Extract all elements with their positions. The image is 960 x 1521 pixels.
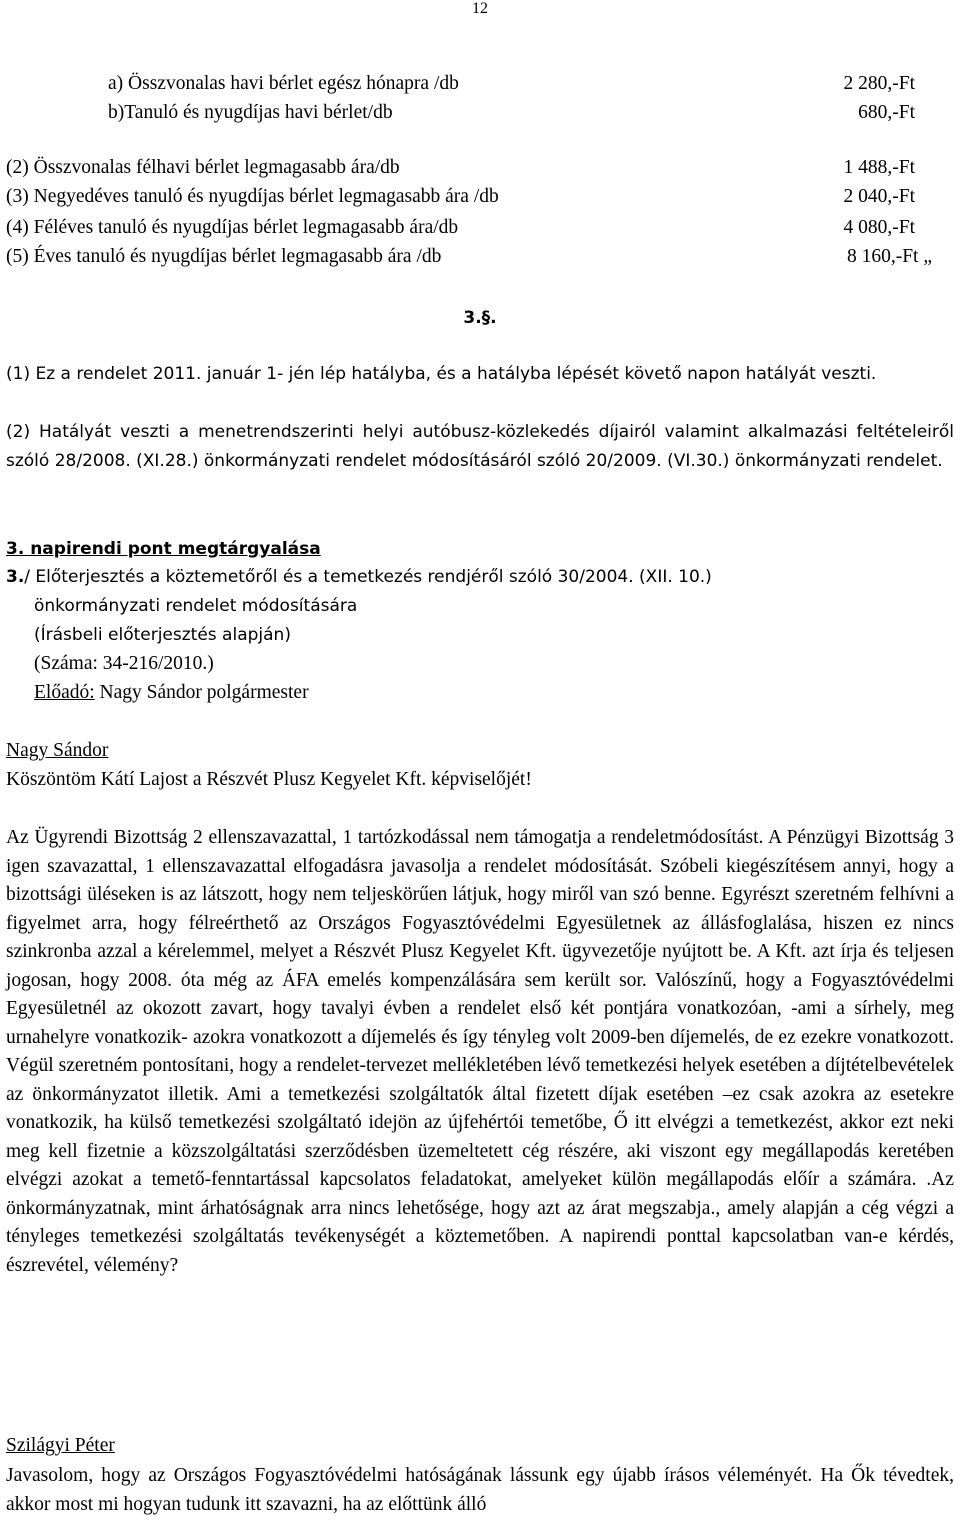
fare-price: 680,-Ft — [858, 102, 915, 123]
paragraph-effective-date: (1) Ez a rendelet 2011. január 1- jén lép hatályba, és a hatályba lépését követő napon hatályát veszti. — [6, 364, 877, 384]
agenda-heading: 3. napirendi pont megtárgyalása — [6, 539, 321, 559]
fare-row — [0, 154, 960, 182]
speaker-statement: Javasolom, hogy az Országos Fogyasztóvédelmi hatóságának lássunk egy újabb írásos véleményét. Ha Ők tévedtek, akkor most mi hogyan tudunk itt szavazni, ha az előttünk álló — [6, 1465, 954, 1515]
speaker-name: Nagy Sándor — [6, 740, 109, 761]
agenda-title: / Előterjesztés a köztemetőről és a temetkezés rendjéről szóló 30/2004. (XII. 10.) — [24, 567, 712, 587]
presenter-label: Előadó: — [34, 682, 95, 703]
fare-price: 8 160,-Ft „ — [846, 246, 932, 267]
fare-label: b)Tanuló és nyugdíjas havi bérlet/db — [108, 102, 393, 123]
fare-label: (3) Negyedéves tanuló és nyugdíjas bérlet legmagasabb ára /db — [6, 186, 499, 207]
fare-label: (4) Féléves tanuló és nyugdíjas bérlet legmagasabb ára/db — [6, 217, 459, 238]
fare-price: 1 488,-Ft — [843, 157, 915, 178]
presenter-name: Nagy Sándor polgármester — [94, 682, 309, 703]
fare-price: 2 280,-Ft — [843, 73, 915, 94]
fare-label: (2) Összvonalas félhavi bérlet legmagasabb ára/db — [6, 157, 400, 178]
fare-row — [0, 214, 960, 242]
agenda-note: (Írásbeli előterjesztés alapján) — [34, 625, 291, 645]
agenda-presenter — [34, 679, 309, 707]
fare-price: 4 080,-Ft — [843, 217, 915, 238]
agenda-title-line: önkormányzati rendelet módosítására — [34, 596, 358, 616]
speaker-statement: Az Ügyrendi Bizottság 2 ellenszavazattal, 1 tartózkodással nem támogatja a rendeletmódosítást. A Pénzügyi Bizottság 3 igen szavazattal, 1 ellenszavazattal elfogadásra javasolja a rendelet módosítását. Szóbeli kiegészítésem annyi, hogy a bizottsági üléseken is az látszott, hogy nem teljeskörűen látjuk, hogy miről van szó benne. Egyrészt szeretném felhívni a figyelmet arra, hogy félreérthető az Országos Fogyasztóvédelmi Egyesületnek az állásfoglalása, hiszen ez nincs szinkronba azzal a kérelemmel, melyet a Részvét Plusz Kegyelet Kft. ügyvezetője nyújtott be. A Kft. azt írja és teljesen jogosan, hogy 2008. óta még az ÁFA emelés kompenzálására sem került sor. Valószínű, hogy a Fogyasztóvédelmi Egyesületnél az okozott zavart, hogy tavalyi évben a rendelet első két pontjára vonatkozóan, -ami a sírhely, meg urnahelyre vonatkozik- azokra vonatkozott a díjemelés és így tényleg volt 2009-ben díjemelés, de ez ezekre vonatkozott. Végül szeretném pontosítani, hogy a rendelet-tervezet mellékletében lévő temetkezési helyek esetében a díjtételbevételek az önkormányzatot illetik. Ami a temetkezési szolgáltatók által fizetett díjak esetében –ez csak azokra az esetekre vonatkozik, ha külső temetkezési szolgáltató idejön az újfehértói temetőbe, Ő itt elvégzi a temetkezést, akkor ezt neki meg kell fizetnie a közszolgáltatási szerződésben üzemeltetett cég részére, aki viszont egy megállapodás keretében elvégzi azokat a temető-fenntartással kapcsolatos feladatokat, amelyeket külön megállapodás előír a számára. .Az önkormányzatnak, mint árhatóságnak arra nincs lehetősége, hogy azt az árat megszabja., amely alapján a cég végzi a tényleges temetkezési szolgáltatás tevékenységét a köztemetőben. A napirendi ponttal kapcsolatban van-e kérdés, észrevétel, vélemény? — [6, 827, 954, 1276]
speaker-greeting: Köszöntöm Kátí Lajost a Részvét Plusz Kegyelet Kft. képviselőjét! — [6, 769, 532, 790]
fare-row — [0, 243, 960, 271]
page-number: 12 — [472, 0, 488, 17]
section-heading: 3.§. — [463, 308, 497, 328]
fare-label: (5) Éves tanuló és nyugdíjas bérlet legmagasabb ára /db — [6, 246, 442, 267]
agenda-reference-number: (Száma: 34-216/2010.) — [34, 653, 214, 674]
fare-label: a) Összvonalas havi bérlet egész hónapra /db — [108, 73, 459, 94]
fare-row — [0, 70, 960, 98]
fare-row — [0, 183, 960, 211]
agenda-title-line — [6, 563, 712, 591]
fare-price: 2 040,-Ft — [843, 186, 915, 207]
agenda-number: 3. — [6, 567, 25, 587]
fare-row — [0, 99, 960, 127]
paragraph-repeal: (2) Hatályát veszti a menetrendszerinti helyi autóbusz-közlekedés díjairól valamint alkalmazási feltételeiről szóló 28/2008. (XI.28.) önkormányzati rendelet módosításáról szóló 20/2009. (VI.30.) önkormányzati rendelet. — [6, 422, 954, 471]
speaker-name: Szilágyi Péter — [6, 1435, 115, 1456]
